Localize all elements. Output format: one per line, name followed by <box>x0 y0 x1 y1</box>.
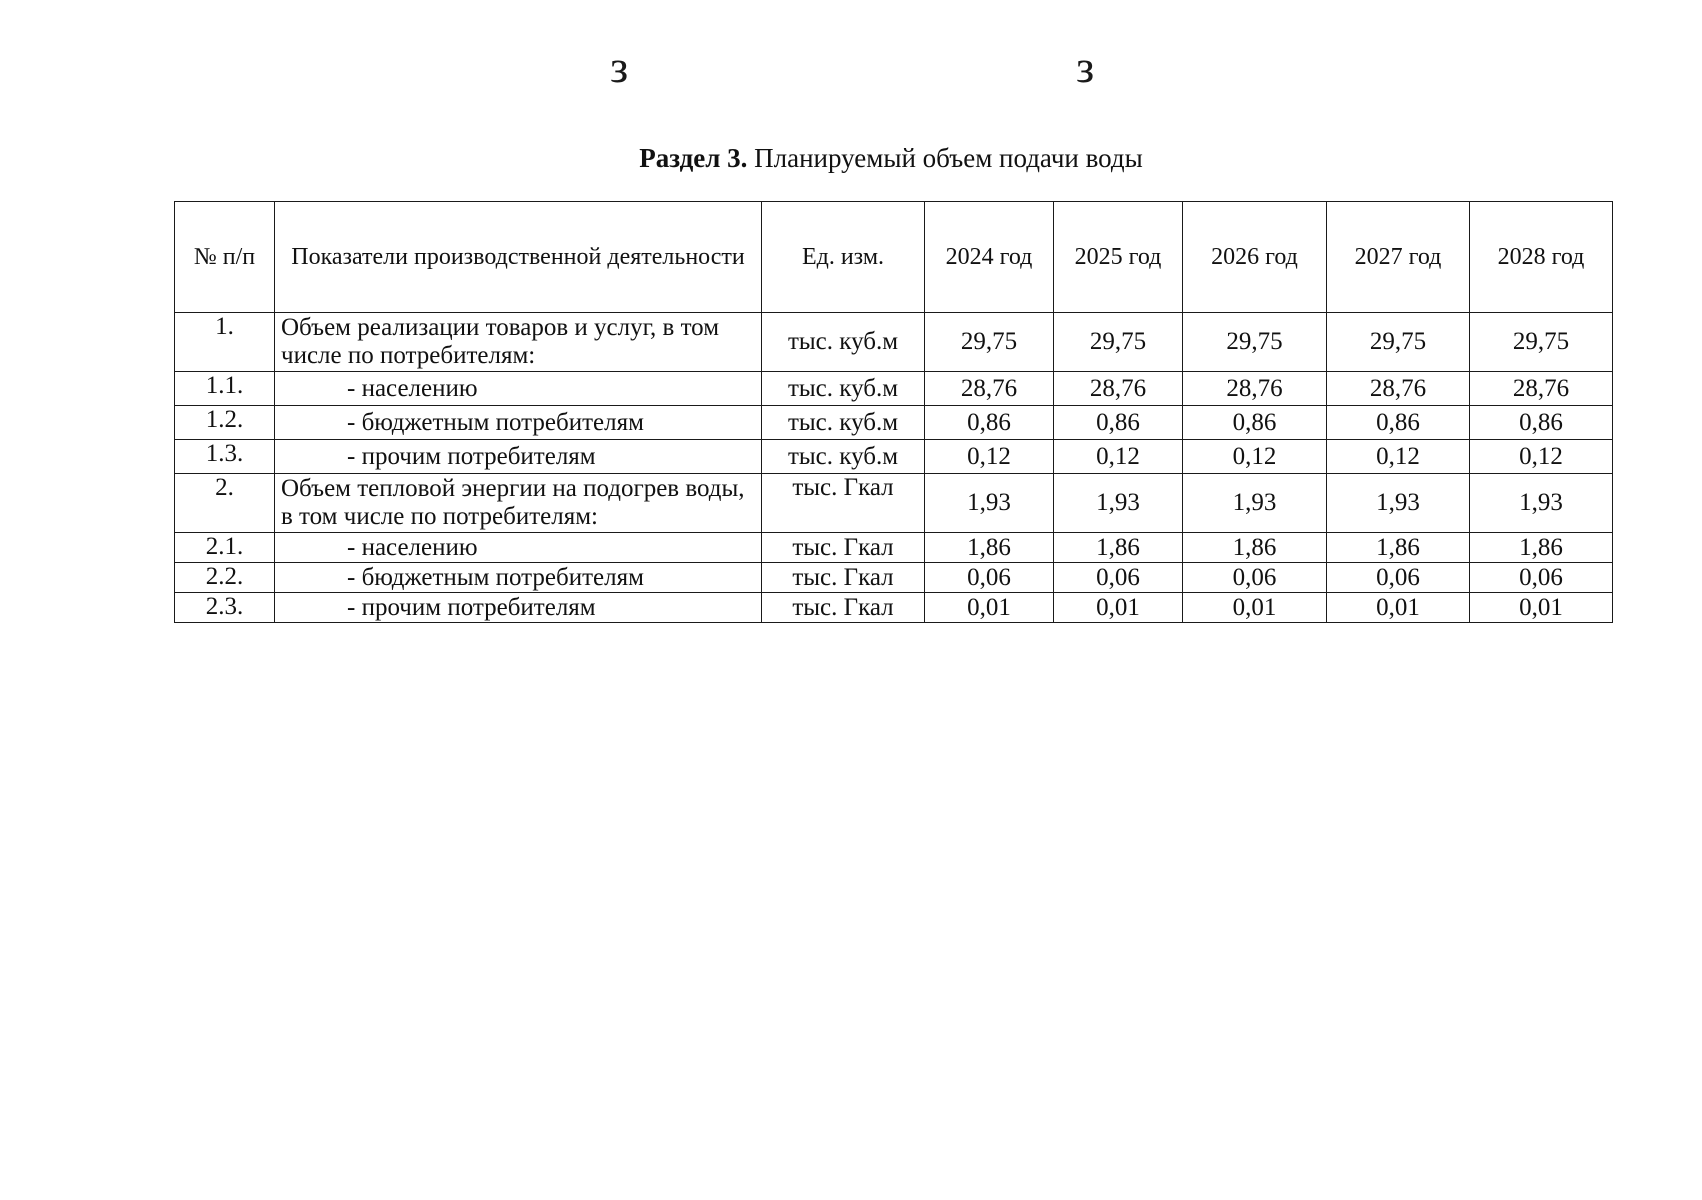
value-2026: 28,76 <box>1183 372 1327 406</box>
row-number: 2. <box>175 474 275 533</box>
table-row <box>175 593 1613 623</box>
value-2026: 1,86 <box>1183 533 1327 563</box>
table-row <box>175 474 1613 533</box>
value-2028: 0,12 <box>1470 440 1613 474</box>
header-2027: 2027 год <box>1327 202 1470 313</box>
header-num: № п/п <box>175 202 275 313</box>
row-number: 1.2. <box>175 406 275 440</box>
value-2028: 0,01 <box>1470 593 1613 623</box>
binder-hole-mark-right: з <box>1076 41 1095 92</box>
header-row <box>175 202 1613 313</box>
row-indicator: - населению <box>275 372 762 406</box>
value-2024: 29,75 <box>925 313 1054 372</box>
header-2025: 2025 год <box>1054 202 1183 313</box>
value-2028: 1,86 <box>1470 533 1613 563</box>
table-row <box>175 563 1613 593</box>
row-number: 2.2. <box>175 563 275 593</box>
value-2028: 0,06 <box>1470 563 1613 593</box>
row-unit: тыс. Гкал <box>762 533 925 563</box>
row-number: 1.3. <box>175 440 275 474</box>
value-2024: 0,12 <box>925 440 1054 474</box>
row-indicator: - бюджетным потребителям <box>275 563 762 593</box>
value-2024: 0,01 <box>925 593 1054 623</box>
table-row <box>175 313 1613 372</box>
value-2026: 0,12 <box>1183 440 1327 474</box>
value-2028: 0,86 <box>1470 406 1613 440</box>
header-2028: 2028 год <box>1470 202 1613 313</box>
row-number: 2.3. <box>175 593 275 623</box>
header-2024: 2024 год <box>925 202 1054 313</box>
value-2026: 1,93 <box>1183 474 1327 533</box>
value-2027: 0,01 <box>1327 593 1470 623</box>
value-2026: 0,06 <box>1183 563 1327 593</box>
table-row <box>175 533 1613 563</box>
row-indicator: Объем тепловой энергии на подогрев воды, в том числе по потребителям: <box>275 474 762 533</box>
value-2025: 0,06 <box>1054 563 1183 593</box>
row-unit: тыс. Гкал <box>762 593 925 623</box>
value-2028: 28,76 <box>1470 372 1613 406</box>
value-2027: 1,86 <box>1327 533 1470 563</box>
table-row <box>175 440 1613 474</box>
value-2024: 1,86 <box>925 533 1054 563</box>
value-2026: 0,86 <box>1183 406 1327 440</box>
binder-hole-mark-left: з <box>610 41 629 92</box>
row-indicator: - прочим потребителям <box>275 440 762 474</box>
value-2027: 0,12 <box>1327 440 1470 474</box>
value-2028: 1,93 <box>1470 474 1613 533</box>
value-2027: 0,86 <box>1327 406 1470 440</box>
water-supply-table <box>174 201 1613 623</box>
header-unit: Ед. изм. <box>762 202 925 313</box>
value-2024: 0,06 <box>925 563 1054 593</box>
row-number: 2.1. <box>175 533 275 563</box>
value-2025: 29,75 <box>1054 313 1183 372</box>
row-indicator: - прочим потребителям <box>275 593 762 623</box>
header-indicator: Показатели производственной деятельности <box>275 202 762 313</box>
row-unit: тыс. куб.м <box>762 372 925 406</box>
section-number: Раздел 3. <box>639 143 748 173</box>
value-2027: 0,06 <box>1327 563 1470 593</box>
value-2027: 28,76 <box>1327 372 1470 406</box>
section-heading <box>0 141 1702 175</box>
row-unit: тыс. куб.м <box>762 440 925 474</box>
row-indicator: - населению <box>275 533 762 563</box>
row-unit: тыс. Гкал <box>762 563 925 593</box>
value-2028: 29,75 <box>1470 313 1613 372</box>
header-2026: 2026 год <box>1183 202 1327 313</box>
value-2025: 1,86 <box>1054 533 1183 563</box>
row-indicator: Объем реализации товаров и услуг, в том числе по потребителям: <box>275 313 762 372</box>
value-2027: 1,93 <box>1327 474 1470 533</box>
value-2025: 0,86 <box>1054 406 1183 440</box>
row-unit: тыс. куб.м <box>762 313 925 372</box>
row-number: 1.1. <box>175 372 275 406</box>
value-2024: 1,93 <box>925 474 1054 533</box>
value-2027: 29,75 <box>1327 313 1470 372</box>
table-row <box>175 372 1613 406</box>
value-2025: 0,01 <box>1054 593 1183 623</box>
row-unit: тыс. куб.м <box>762 406 925 440</box>
value-2026: 0,01 <box>1183 593 1327 623</box>
table-row <box>175 406 1613 440</box>
value-2024: 0,86 <box>925 406 1054 440</box>
value-2025: 28,76 <box>1054 372 1183 406</box>
row-number: 1. <box>175 313 275 372</box>
row-unit: тыс. Гкал <box>762 474 925 533</box>
value-2025: 0,12 <box>1054 440 1183 474</box>
value-2026: 29,75 <box>1183 313 1327 372</box>
value-2025: 1,93 <box>1054 474 1183 533</box>
value-2024: 28,76 <box>925 372 1054 406</box>
row-indicator: - бюджетным потребителям <box>275 406 762 440</box>
section-title: Планируемый объем подачи воды <box>747 143 1143 173</box>
